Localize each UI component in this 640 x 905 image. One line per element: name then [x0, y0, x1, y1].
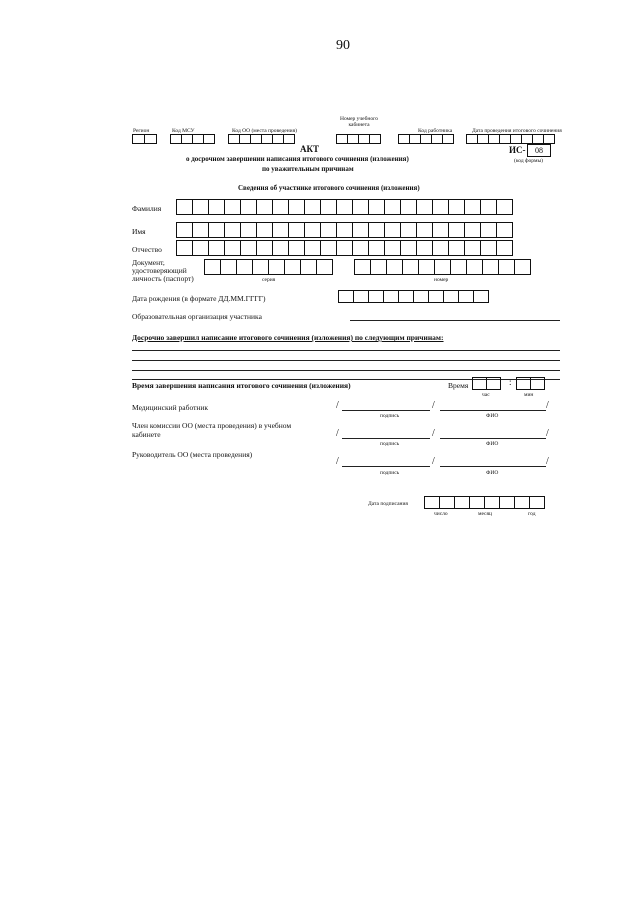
surname-label: Фамилия: [132, 204, 162, 213]
header-label-worker: Код работника: [418, 128, 453, 134]
commission-label-line2: кабинете: [132, 430, 161, 439]
medic-label: Медицинский работник: [132, 403, 209, 412]
document-label-line3: личность (паспорт): [132, 274, 194, 283]
time-section-label: Время завершения написания итогового сочинения (изложения): [132, 381, 351, 390]
document-label: [132, 259, 194, 283]
head-label: Руководитель ОО (места проведения): [132, 450, 253, 459]
header-label-room: Номер учебного кабинета: [340, 116, 378, 128]
number-caption: номер: [434, 277, 449, 283]
commission-slash-2: /: [432, 428, 435, 439]
head-signature-line[interactable]: [342, 466, 430, 467]
medic-signature-caption: подпись: [380, 413, 400, 419]
head-slash-3: /: [546, 456, 549, 467]
series-caption: серия: [262, 277, 276, 283]
commission-signature-caption: подпись: [380, 441, 400, 447]
patronymic-cells[interactable]: [176, 240, 512, 256]
commission-label: [132, 421, 291, 439]
medic-slash-2: /: [432, 400, 435, 411]
commission-fio-line[interactable]: [440, 438, 546, 439]
birth-date-cells[interactable]: [338, 290, 488, 303]
medic-slash-3: /: [546, 400, 549, 411]
signing-year-caption: год: [528, 511, 536, 517]
name-label: Имя: [132, 227, 146, 236]
oo-cells[interactable]: [228, 134, 294, 144]
document-label-line1: Документ,: [132, 258, 165, 267]
medic-signature-line[interactable]: [342, 410, 430, 411]
organization-line[interactable]: [350, 320, 560, 321]
head-signature-caption: подпись: [380, 470, 400, 476]
reason-line-1[interactable]: [132, 350, 560, 351]
medic-slash-1: /: [336, 400, 339, 411]
time-hours-cells[interactable]: [472, 377, 500, 390]
medic-fio-caption: ФИО: [486, 413, 499, 419]
form-code-prefix: ИС-: [509, 145, 526, 155]
signing-month-caption: месяц: [478, 511, 492, 517]
act-title: АКТ: [300, 144, 320, 154]
header-label-msu: Код МСУ: [172, 128, 195, 134]
head-slash-1: /: [336, 456, 339, 467]
header-label-date: Дата проведения итогового сочинения: [472, 128, 562, 134]
reason-line-2[interactable]: [132, 360, 560, 361]
organization-label: Образовательная организация участника: [132, 312, 262, 321]
act-subtitle-2: по уважительным причинам: [262, 165, 354, 173]
commission-slash-3: /: [546, 428, 549, 439]
region-cells[interactable]: [132, 134, 156, 144]
document-label-line2: удостоверяющий: [132, 266, 187, 275]
name-cells[interactable]: [176, 222, 512, 238]
patronymic-label: Отчество: [132, 245, 162, 254]
head-slash-2: /: [432, 456, 435, 467]
time-minutes-cells[interactable]: [516, 377, 544, 390]
hours-caption: час: [482, 392, 490, 398]
birth-date-label: Дата рождения (в формате ДД.ММ.ГГГГ): [132, 294, 266, 303]
reason-line-3[interactable]: [132, 370, 560, 371]
commission-signature-line[interactable]: [342, 438, 430, 439]
worker-cells[interactable]: [398, 134, 453, 144]
medic-fio-line[interactable]: [440, 410, 546, 411]
minutes-caption: мин: [524, 392, 534, 398]
form-code-box: 08: [527, 144, 551, 157]
reason-label: Досрочно завершил написание итогового сочинения (изложения) по следующим причинам:: [132, 333, 444, 342]
header-label-region: Регион: [133, 128, 150, 134]
commission-label-line1: Член комиссии ОО (места проведения) в учебном: [132, 421, 292, 430]
room-cells[interactable]: [336, 134, 380, 144]
time-label: Время: [448, 381, 469, 390]
commission-fio-caption: ФИО: [486, 441, 499, 447]
section-title: Сведения об участнике итогового сочинения (изложения): [238, 184, 420, 192]
header-label-oo: Код ОО (места проведения): [232, 128, 297, 134]
head-fio-caption: ФИО: [486, 470, 499, 476]
signing-day-caption: число: [434, 511, 448, 517]
act-subtitle-1: о досрочном завершении написания итогового сочинения (изложения): [186, 155, 409, 163]
document-series-cells[interactable]: [204, 259, 332, 275]
form-code-caption: (код формы): [514, 158, 543, 164]
commission-slash-1: /: [336, 428, 339, 439]
time-separator: :: [509, 377, 512, 387]
surname-cells[interactable]: [176, 199, 512, 215]
head-fio-line[interactable]: [440, 466, 546, 467]
document-number-cells[interactable]: [354, 259, 530, 275]
date-cells[interactable]: [466, 134, 554, 144]
msu-cells[interactable]: [170, 134, 214, 144]
signing-date-cells[interactable]: [424, 496, 544, 509]
signing-date-label: Дата подписания: [368, 501, 408, 507]
page-number: 90: [336, 38, 350, 53]
